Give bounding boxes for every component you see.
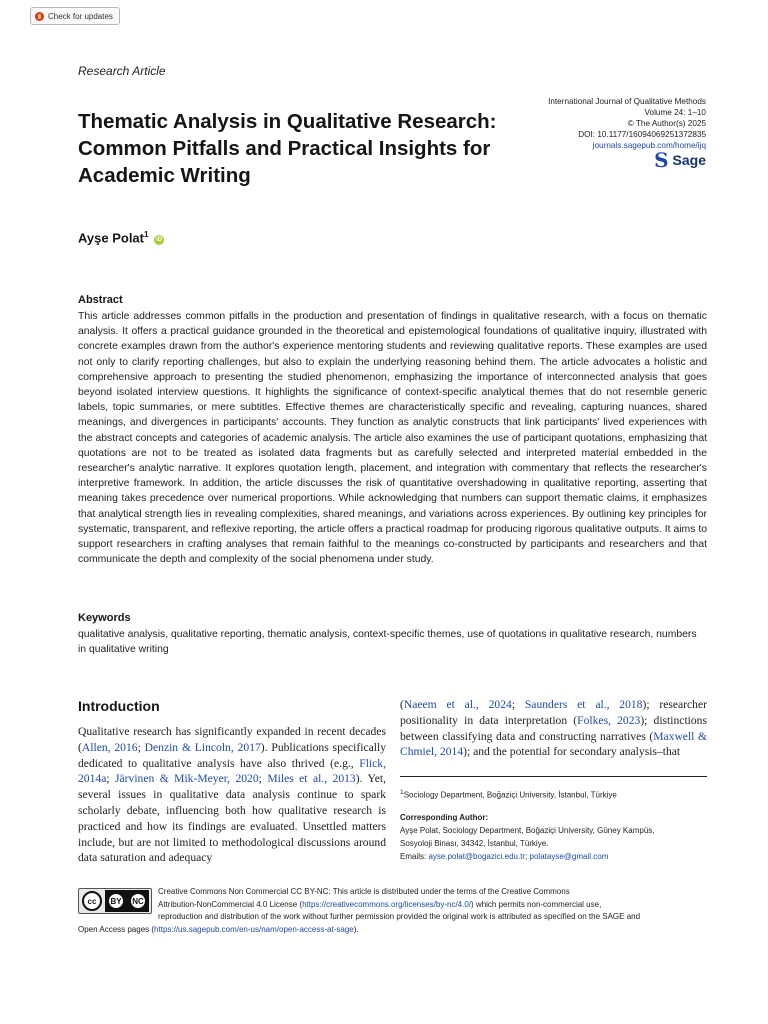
email-link-2[interactable]: polatayse@gmail.com [529,852,609,861]
citation-link[interactable]: Maxwell & Chmiel, 2014 [400,729,707,759]
intro-right-column [400,697,707,760]
nc-icon: NC [131,894,145,908]
intro-text: ; [511,698,525,711]
author-affil-mark: 1 [144,230,149,239]
license-url-link[interactable]: https://creativecommons.org/licenses/by-nc/4.0/ [302,899,472,909]
introduction-heading: Introduction [78,698,160,714]
intro-text: ; [137,740,145,754]
corresponding-address-2: Sosyoloji Binası, 34342, İstanbul, Türkiye. [400,839,549,848]
email-link-1[interactable]: ayse.polat@bogazici.edu.tr [428,852,526,861]
journal-copyright: © The Author(s) 2025 [627,119,706,128]
citation-link[interactable]: Naeem et al., 2024 [403,698,512,711]
sage-wordmark: Sage [672,152,706,168]
keywords-text: qualitative analysis, qualitative reporting, thematic analysis, context-specific themes, use of quotations in qualitative research, numbers in qualitative writing [78,629,697,656]
license-text: Attribution-NonCommercial 4.0 License ( [158,899,303,909]
journal-url-link[interactable]: journals.sagepub.com/home/ijq [592,141,706,150]
corresponding-address-1: Ayşe Polat, Sociology Department, Boğaziçi University, Güney Kampüs, [400,826,655,835]
journal-volume: Volume 24: 1–10 [644,108,706,117]
license-line-2 [78,899,707,912]
check-updates-label: Check for updates [48,11,113,21]
citation-link[interactable]: Järvinen & Mik-Meyer, 2020 [115,772,259,786]
article-type: Research Article [78,64,166,78]
corresponding-author [400,811,707,863]
citation-link[interactable]: Allen, 2016 [81,740,138,754]
abstract-text: This article addresses common pitfalls in the production and presentation of findings in qualitative research, with a focus on thematic analysis. It offers a practical guidance grounded in the theoretical and epistemological foundations of qualitative inquiry, illustrated with concrete examples drawn from the author's experience mentoring students and reviewing qualitative reports. These examples are used not only to clarify reporting challenges, but also to explain the underlying reasoning behind them. The article advocates a holistic and comprehensive approach to presenting the studied phenomenon, emphasizing the importance of interconnected analysis that goes beyond isolated interview questions. It highlights the significance of context-specific analytical themes that do not resemble generic labels, topic summaries, or mere subtitles. Effective themes are characteristically specific and revealing, capturing nuances, shared meanings, and divergences in participants' accounts. They function as analytic constructs that link participants' lived experiences with the abstract concepts and categories of academic analysis. The article also examines the use of participant quotations, emphasizing that quotations are not to be treated as isolated data fragments but as carefully selected and interpreted material embedded in the researcher's analytic narrative. It explores quotation length, placement, and integration with commentary that reflects the researcher's interpretive framework. In addition, the article discusses the risk of quantitative overshadowing in qualitative reporting, asserting that meaning takes precedence over numerical proportions. While acknowledging that numbers can support thematic claims, it emphasizes that analytical strength lies in revealing complexities, shared meanings, and variations across experiences. By outlining key principles for systematic, transparent, and reflexive reporting, the article offers a practical roadmap for producing rigorous qualitative outputs. It aims to support researchers in crafting analyses that remain faithful to the meanings co-constructed by participants and researchers and that communicate the depth and complexity of the social phenomena under study. [78,311,707,566]
by-icon: BY [109,894,123,908]
license-notice [78,886,707,936]
article-title: Thematic Analysis in Qualitative Research: Common Pitfalls and Practical Insights for Academic Writing [78,110,497,187]
intro-text: ). Publications specifically dedicated to qualitative analysis have also thrived (e.g., [78,740,386,770]
citation-link[interactable]: Denzin & Lincoln, 2017 [144,740,261,754]
author-line [78,230,164,245]
license-line-4 [78,925,359,934]
abstract-heading: Abstract [78,294,123,306]
intro-text: ; [258,772,268,786]
citation-link[interactable]: Flick, 2014a [78,756,386,786]
intro-left-column [78,724,386,866]
journal-name: International Journal of Qualitative Methods [548,97,706,106]
intro-text: ( [400,698,404,711]
keywords-heading: Keywords [78,612,131,624]
corresponding-emails [400,850,707,863]
crossmark-icon [35,12,44,21]
intro-text: ); distinctions between classifying data and constructing narratives ( [400,713,707,743]
cc-icon: cc [82,891,102,911]
sage-logo [654,148,706,172]
open-access-url-link[interactable]: https://us.sagepub.com/en-us/nam/open-access-at-sage [154,924,354,934]
license-line-3: reproduction and distribution of the work without further permission provided the original work is attributed as specified on the SAGE and [158,912,641,922]
license-text: ). [353,924,359,934]
email-separator: ; [525,852,530,861]
journal-doi: DOI: 10.1177/16094069251372835 [578,130,706,139]
footnote-divider [400,776,707,777]
license-line-1: Creative Commons Non Commercial CC BY-NC: This article is distributed under the terms of the Creative Commons [158,887,570,896]
affiliation-footnote [400,786,707,802]
emails-label: Emails: [400,852,429,861]
citation-link[interactable]: Folkes, 2023 [577,713,641,727]
license-text: Open Access pages ( [78,924,155,934]
license-text: ) which permits non-commercial use, [471,899,602,909]
intro-text: ). Yet, several issues in qualitative data analysis continue to spark scholarly debate, influencing both how qualitative research is practiced and how its findings are evaluated. Unsettled matters include, but are not limited to methodological discussions around data saturation and adequacy [78,772,386,865]
intro-text: ); researcher positionality in data interpretation ( [400,698,707,727]
affil-mark: 1 [400,789,404,796]
intro-text: ; [106,772,115,786]
citation-link[interactable]: Miles et al., 2013 [267,772,356,786]
intro-text: Qualitative research has significantly expanded in recent decades ( [78,725,386,754]
intro-text: ); and the potential for secondary analysis–that [463,745,681,759]
affiliation-text: Sociology Department, Boğaziçi University, İstanbul, Türkiye [403,790,617,800]
author-name: Ayşe Polat [78,230,144,246]
corresponding-heading: Corresponding Author: [400,813,489,822]
check-for-updates-badge[interactable] [30,7,120,25]
orcid-icon[interactable]: iD [156,237,163,244]
citation-link[interactable]: Saunders et al., 2018 [524,698,643,711]
journal-meta [548,96,706,151]
sage-s-icon: S [654,148,669,172]
